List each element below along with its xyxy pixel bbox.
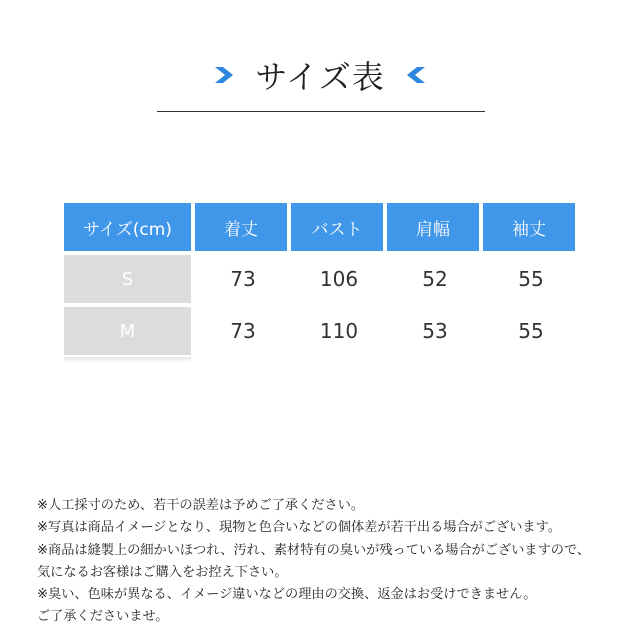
header-length: 着丈 [195, 203, 291, 251]
note-line: ご了承くださいませ。 [37, 609, 169, 625]
size-table [64, 203, 579, 363]
header-sleeve: 袖丈 [483, 203, 579, 251]
table-row [64, 307, 579, 355]
note-line: ※商品は縫製上の細かいほつれ、汚れ、素材特有の臭いが残っている場合がございますので、 [37, 542, 591, 558]
title-row [0, 52, 640, 98]
note-line: ※写真は商品イメージとなり、現物と色合いなどの個体差が若干出る場合がございます。 [37, 520, 561, 536]
note-line: 気になるお客様はご購入をお控え下さい。 [37, 564, 288, 580]
table-cell: 73 [230, 319, 256, 343]
header-bust: バスト [291, 203, 387, 251]
row-fade [64, 357, 191, 363]
table-cell: 55 [518, 319, 544, 343]
table-cell: 53 [422, 319, 448, 343]
note-line: ※臭い、色味が異なる、イメージ違いなどの理由の交換、返金はお受けできません。 [37, 587, 537, 603]
header-shoulder: 肩幅 [387, 203, 483, 251]
table-cell: 73 [230, 267, 256, 291]
title-divider [157, 111, 485, 112]
table-cell: 52 [422, 267, 448, 291]
table-cell: 55 [518, 267, 544, 291]
chevron-left-icon [401, 61, 429, 89]
size-label: M [64, 307, 191, 355]
table-header-row [64, 203, 579, 251]
table-row [64, 255, 579, 303]
notes-block [37, 495, 590, 629]
header-size: サイズ(cm) [64, 203, 195, 251]
page-title: サイズ表 [255, 58, 385, 96]
table-cell: 110 [319, 319, 359, 343]
chevron-right-icon [211, 61, 239, 89]
table-cell: 106 [319, 267, 359, 291]
size-label: S [64, 255, 191, 303]
note-line: ※人工採寸のため、若干の誤差は予めご了承ください。 [37, 498, 365, 513]
